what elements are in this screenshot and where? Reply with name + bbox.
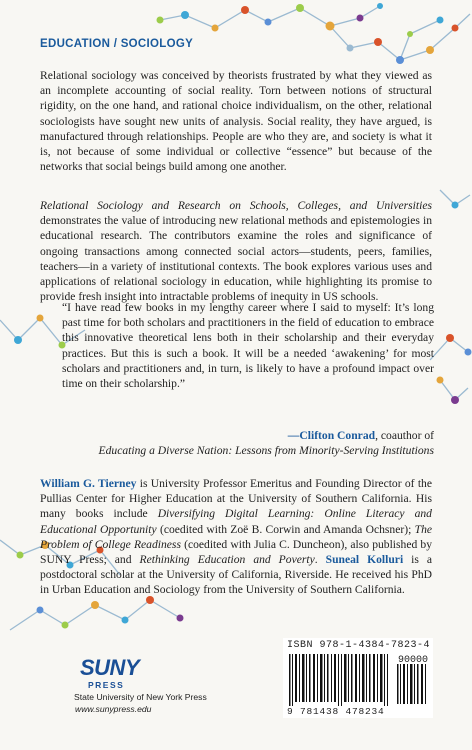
description-paragraph-2-text: demonstrates the value of introducing new relational methods and epistemologies in educational research. The contributors examine the roles and significance of ongoing transactions among connected social actors—students, peers, families, teachers—in a variety of institutional contexts. The book explores various uses and applications of relational sociology in education, while highlighting its promise to provide fresh insight into intractable problems of inequity in US schools. xyxy=(40,214,432,304)
isbn-text: ISBN 978-1-4384-7823-4 xyxy=(287,640,431,651)
bio-book-3: Rethinking Education and Poverty xyxy=(139,553,315,567)
endorser-book: Educating a Diverse Nation: Lessons from Minority-Serving Institutions xyxy=(98,444,434,457)
price-code: 90000 xyxy=(398,655,429,666)
publisher-name: State University of New York Press xyxy=(74,692,207,702)
author-name-2: Suneal Kolluri xyxy=(325,553,404,567)
logo-text: SUNY xyxy=(80,655,140,680)
bio-text-1: is University Professor Emeritus and Founding Director of the Pullias Center for Higher Education at the University of Southern California. His many books include xyxy=(40,477,432,521)
suny-press-logo xyxy=(80,655,140,690)
bio-book-1: Diversifying Digital Learning: Online Literacy and Educational Opportunity xyxy=(40,507,432,536)
logo-subtext: PRESS xyxy=(88,680,125,690)
description-paragraph-1: Relational sociology was conceived by theorists frustrated by what they viewed as an incomplete accounting of social reality. Torn between notions of structural rigidity, on the one hand, and rational choice individualism, on the other, relational sociologists have sought new units of analysis. Social reality, they have argued, is manufactured through relationships. People are who they are, and society is what it is, not because of some individual or collective “essence” but because of the networks that social beings build among one another. xyxy=(40,69,432,174)
endorsement-attribution xyxy=(40,428,434,443)
bio-text-4: . xyxy=(314,553,326,567)
bio-text-3: (coedited with Julia C. Duncheon), also published by SUNY Press; and xyxy=(40,537,432,567)
bio-book-2: The Problem of College Readiness xyxy=(40,522,433,551)
publisher-url: www.sunypress.edu xyxy=(75,704,152,714)
barcode-number: 9 781438 478234 xyxy=(287,706,385,717)
book-title: Relational Sociology and Research on Schools, Colleges, and Universities xyxy=(40,199,432,212)
author-bio xyxy=(40,476,432,598)
endorser-role: , coauthor of xyxy=(375,429,434,442)
bio-text-5: is a postdoctoral scholar at the University of California, Riverside. He received his PhD in Urban Education and Sociology from the University of Southern California. xyxy=(40,553,433,597)
endorsement-quote: “I have read few books in my lengthy career where I said to myself: It’s long past time for both scholars and practitioners in the field of education to embrace this innovative theoretical lens both in their scholarship and their everyday practices. But this is such a book. It will be a needed ‘awakening’ for most scholars and practitioners and, in turn, is likely to have a profound impact over time on their scholarship.” xyxy=(62,301,434,391)
category-label: EDUCATION / SOCIOLOGY xyxy=(40,38,194,50)
bio-text-2: (coedited with Zoë B. Corwin and Amanda Ochsner); xyxy=(156,522,415,536)
description-paragraph-2 xyxy=(40,198,432,304)
endorser-name: —Clifton Conrad xyxy=(287,429,376,442)
author-name-1: William G. Tierney xyxy=(40,477,137,490)
